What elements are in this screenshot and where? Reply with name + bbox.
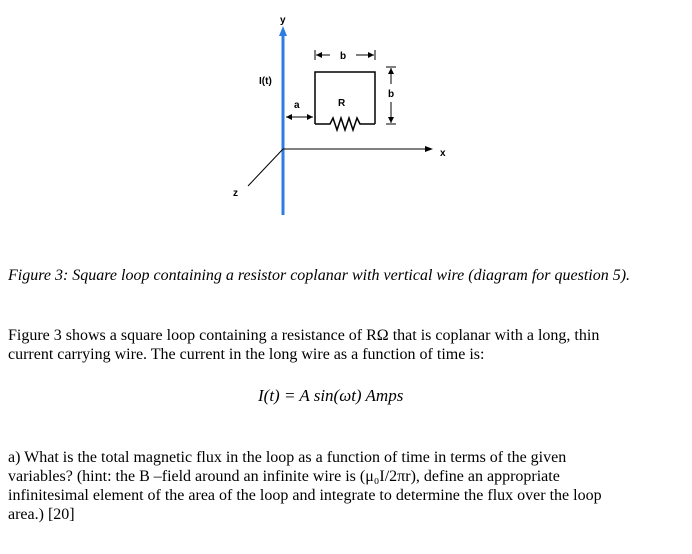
problem-paragraph	[8, 326, 678, 364]
question-line-4: area.) [20]	[8, 506, 75, 523]
distance-arrow-right	[307, 114, 313, 120]
height-arrow-top	[388, 68, 394, 74]
question-a	[8, 448, 684, 524]
x-axis-arrowhead	[425, 146, 433, 152]
distance-label: a	[294, 100, 300, 111]
question-line-1: a) What is the total magnetic flux in the loop as a function of time in terms of the given	[8, 449, 567, 466]
question-line-2: variables? (hint: the B –field around an infinite wire is (μ₀I/2πr), define an appropriate	[8, 468, 560, 485]
width-label: b	[340, 51, 347, 62]
figure-3-diagram	[0, 0, 692, 230]
paragraph-line-1: Figure 3 shows a square loop containing a resistance of RΩ that is coplanar with a long, thin	[8, 327, 600, 344]
x-axis-label: x	[440, 148, 446, 159]
figure-caption: Figure 3: Square loop containing a resistor coplanar with vertical wire (diagram for question 5).	[8, 267, 631, 284]
resistor-label: R	[338, 98, 346, 109]
width-arrow-left	[316, 52, 322, 58]
current-label: I(t)	[259, 76, 272, 87]
width-arrow-right	[368, 52, 374, 58]
height-arrow-bottom	[388, 117, 394, 123]
paragraph-line-2: current carrying wire. The current in the long wire as a function of time is:	[8, 346, 485, 363]
height-label: b	[388, 89, 395, 100]
z-axis-label: z	[233, 188, 238, 199]
z-axis	[248, 149, 283, 186]
y-axis-arrowhead	[279, 26, 287, 36]
question-line-3: infinitesimal element of the area of the loop and integrate to determine the flux over the loop	[8, 487, 602, 504]
current-equation: I(t) = A sin(ωt) Amps	[258, 386, 404, 405]
distance-arrow-left	[286, 114, 292, 120]
y-axis-label: y	[280, 15, 286, 26]
resistor-zigzag	[315, 118, 375, 130]
